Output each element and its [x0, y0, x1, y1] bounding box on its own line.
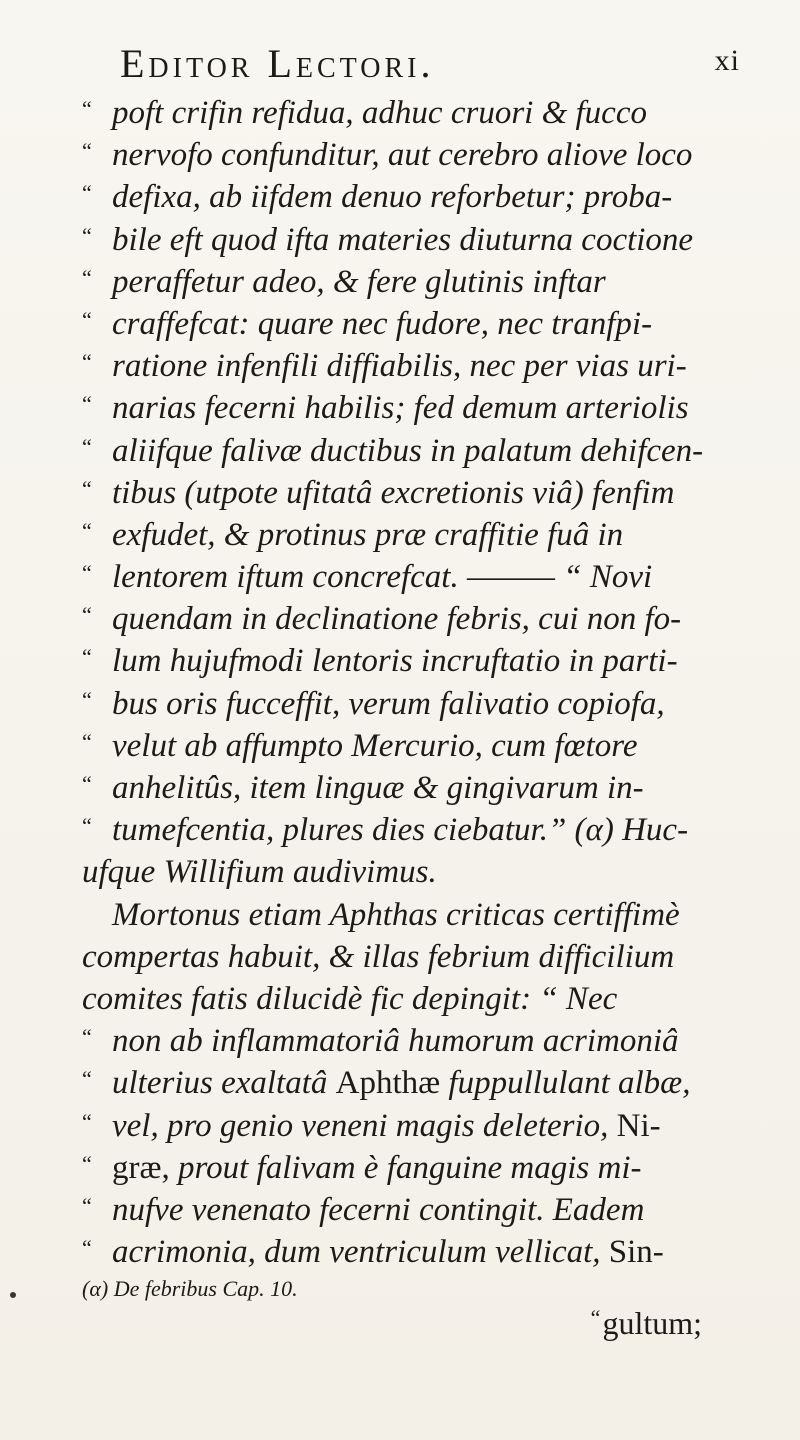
text-line	[82, 767, 742, 809]
quote-mark: “	[82, 475, 92, 501]
line-text: aliifque falivæ ductibus in palatum dehifcen-	[112, 432, 704, 469]
footnote-text: (α) De febribus Cap. 10.	[82, 1276, 298, 1302]
line-text: nufve venenato fecerni contingit. Eadem	[112, 1191, 645, 1228]
quote-mark: “	[82, 771, 92, 796]
running-head	[120, 40, 740, 90]
text-line	[82, 598, 742, 640]
quote-mark: “	[82, 264, 92, 290]
text-line	[82, 514, 742, 556]
quote-mark: “	[82, 644, 92, 670]
line-text: lentorem iftum concrefcat. ——— “ Novi	[112, 559, 653, 596]
line-text: narias fecerni habilis; fed demum arteriolis	[112, 390, 689, 427]
text-line	[82, 1062, 742, 1104]
text-line	[82, 683, 742, 725]
line-text: bus oris fucceffit, verum falivatio copiofa,	[112, 685, 665, 722]
catchword	[82, 1303, 742, 1343]
page-number: xi	[714, 44, 740, 77]
text-line	[82, 387, 742, 429]
quote-mark: “	[82, 222, 92, 248]
quote-mark: “	[82, 686, 92, 712]
quote-mark: “	[82, 728, 92, 754]
quote-mark: “	[82, 1150, 92, 1176]
line-text: comites fatis dilucidè fic depingit: “ Nec	[82, 980, 618, 1017]
text-line	[82, 851, 742, 893]
text-line	[82, 1189, 742, 1231]
quote-mark: “	[82, 306, 92, 332]
text-block	[82, 92, 742, 1343]
ink-spot	[10, 1292, 16, 1298]
quote-mark: “	[82, 96, 92, 121]
quote-mark: “	[82, 349, 92, 375]
text-line	[82, 809, 742, 851]
text-line	[82, 176, 742, 218]
quote-mark: “	[82, 180, 92, 206]
text-line	[82, 556, 742, 598]
quote-mark: “	[82, 138, 92, 164]
line-text: ulterius exaltatâ Aphthæ fuppullulant albæ,	[112, 1065, 691, 1102]
text-line	[82, 134, 742, 176]
text-line	[82, 978, 742, 1020]
line-text: ratione infenfili diffiabilis, nec per vias uri-	[112, 348, 687, 385]
text-line	[82, 640, 742, 682]
running-title: Editor Lectori.	[120, 41, 435, 86]
text-line	[82, 725, 742, 767]
line-text: nervofo confunditur, aut cerebro aliove loco	[112, 137, 693, 174]
line-text: lum hujufmodi lentoris incruftatio in parti-	[112, 643, 678, 680]
text-line	[82, 1020, 742, 1062]
text-line	[82, 303, 742, 345]
quote-mark: “	[82, 1192, 92, 1218]
line-text: quendam in declinatione febris, cui non fo-	[112, 601, 682, 638]
line-text: velut ab affumpto Mercurio, cum fœtore	[112, 727, 638, 764]
quote-mark: “	[82, 813, 92, 839]
line-text: compertas habuit, & illas febrium difficilium	[82, 938, 675, 975]
catchword-text: gultum;	[602, 1305, 702, 1342]
line-text: vel, pro genio veneni magis deleterio, Ni-	[112, 1107, 661, 1144]
text-line	[82, 472, 742, 514]
line-text: anhelitûs, item linguæ & gingivarum in-	[112, 770, 644, 806]
quote-mark: “	[82, 433, 92, 459]
text-line	[82, 92, 742, 134]
quote-mark: “	[82, 391, 92, 417]
text-line	[82, 1231, 742, 1273]
quote-mark: “	[590, 1305, 601, 1331]
quote-mark: “	[82, 560, 92, 586]
text-line	[82, 936, 742, 978]
text-line	[82, 894, 742, 936]
text-line	[82, 1147, 742, 1189]
footnote	[82, 1275, 742, 1303]
line-text: peraffetur adeo, & fere glutinis inftar	[112, 263, 606, 300]
text-line	[82, 430, 742, 472]
line-text: tibus (utpote ufitatâ excretionis viâ) fenfim	[112, 474, 675, 511]
line-text: poft crifin refidua, adhuc cruori & fucco	[112, 95, 647, 131]
line-text: Mortonus etiam Aphthas criticas certiffimè	[112, 896, 680, 933]
line-text: exfudet, & protinus præ craffitie fuâ in	[112, 516, 624, 553]
text-line	[82, 219, 742, 261]
line-text: non ab inflammatoriâ humorum acrimoniâ	[112, 1023, 679, 1060]
quote-mark: “	[82, 602, 92, 628]
line-text: bile eft quod ifta materies diuturna coctione	[112, 221, 694, 258]
line-text: craffefcat: quare nec fudore, nec tranfpi-	[112, 305, 653, 342]
quote-mark: “	[82, 1066, 92, 1092]
text-line	[82, 1105, 742, 1147]
quote-mark: “	[82, 517, 92, 543]
text-line	[82, 345, 742, 387]
line-text: defixa, ab iifdem denuo reforbetur; proba-	[112, 179, 673, 216]
quote-mark: “	[82, 1024, 92, 1050]
quote-mark: “	[82, 1235, 92, 1261]
line-text: ufque Willifium audivimus.	[82, 854, 437, 891]
line-text: græ, prout falivam è fanguine magis mi-	[112, 1149, 642, 1186]
line-text: tumefcentia, plures dies ciebatur.” (α) Huc-	[112, 812, 689, 849]
line-text: acrimonia, dum ventriculum vellicat, Sin-	[112, 1234, 664, 1271]
text-line	[82, 261, 742, 303]
quote-mark: “	[82, 1108, 92, 1134]
